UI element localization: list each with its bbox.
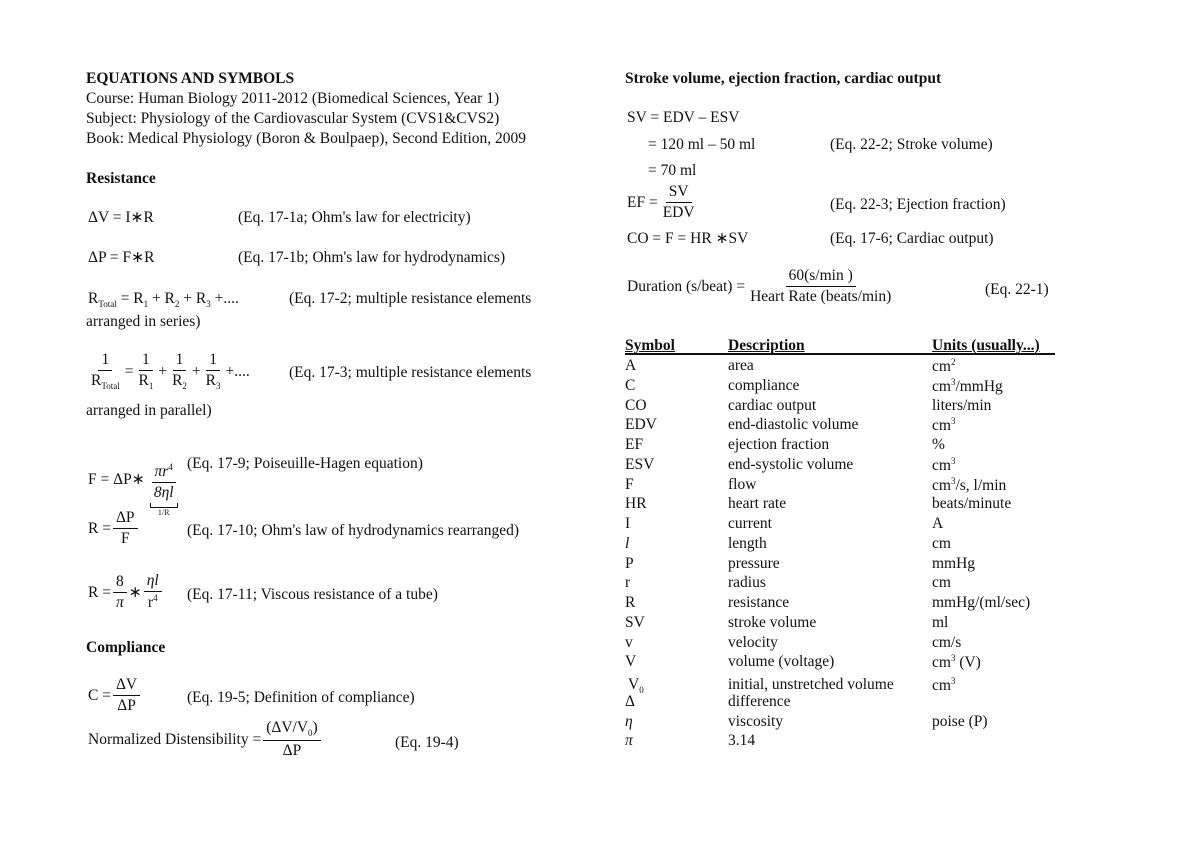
table-cell-units: $cm^3$ <box>932 455 956 474</box>
table-cell-units: mmHg <box>932 554 976 572</box>
subject-line: Subject: Physiology of the Cardiovascular System (CVS1&CVS2) <box>86 110 500 127</box>
table-cell-units: $cm^3/s$, l/min <box>932 475 1007 494</box>
equation-viscous-note: (Eq. 17-11; Viscous resistance of a tube) <box>187 586 438 603</box>
course-line: Course: Human Biology 2011-2012 (Biomedical Sciences, Year 1) <box>86 90 500 107</box>
resistance-heading: Resistance <box>86 170 156 187</box>
equation-sv-definition: SV = EDV – ESV <box>627 109 740 126</box>
equation-rearranged-note: (Eq. 17-10; Ohm's law of hydrodynamics rearranged) <box>187 522 520 539</box>
table-cell-description: ejection fraction <box>728 436 830 453</box>
table-cell-units: $cm^3$ (V) <box>932 653 981 672</box>
table-cell-units: mmHg/(ml/sec) <box>932 594 1031 611</box>
table-cell-units: $cm^3$ <box>932 676 956 694</box>
table-cell-symbol: V <box>625 653 637 671</box>
table-cell-description: stroke volume <box>728 613 817 631</box>
table-cell-symbol: π <box>625 732 633 750</box>
table-cell-description: volume (voltage) <box>728 653 835 671</box>
table-cell-symbol: F <box>625 475 634 493</box>
stroke-heading: Stroke volume, ejection fraction, cardiac output <box>625 70 942 87</box>
table-cell-symbol: r <box>625 574 631 592</box>
table-cell-symbol: P <box>625 554 634 572</box>
table-header-rule <box>625 353 1055 355</box>
equation-cardiac-output: CO = F = HR ∗SV <box>627 230 749 247</box>
table-cell-units: liters/min <box>932 396 992 414</box>
equation-duration-note: (Eq. 22-1) <box>985 281 1049 298</box>
table-cell-units: cm <box>932 534 951 552</box>
book-line: Book: Medical Physiology (Boron & Boulpaep), Second Edition, 2009 <box>86 130 526 147</box>
table-cell-symbol: I <box>625 515 631 532</box>
equation-ejection-fraction: EF = $\frac{SV}{\text{EDV}}$ <box>627 183 695 222</box>
table-cell-description: end-systolic volume <box>728 455 854 473</box>
equation-poiseuille-note: (Eq. 17-9; Poiseuille-Hagen equation) <box>187 455 423 472</box>
equation-distensibility-note: (Eq. 19-4) <box>395 734 459 751</box>
table-cell-description: flow <box>728 475 757 493</box>
equation-distensibility: Normalized Distensibility = $\frac{(\Delta V/V_0)}{\Delta P}$ <box>88 720 323 760</box>
table-header-units: Units (usually...) <box>932 337 1040 354</box>
table-cell-description: viscosity <box>728 712 784 730</box>
table-cell-units: % <box>932 436 945 453</box>
equation-poiseuille: F = ΔP∗ $\pi r^4$ 8ηl 1/R <box>88 443 183 517</box>
table-header-symbol: Symbol <box>625 337 675 354</box>
table-cell-units: cm <box>932 574 951 592</box>
table-header-description: Description <box>728 337 805 354</box>
equation-ohm-electricity: ΔV = I∗R <box>88 209 154 226</box>
equation-series-note-cont: arranged in series) <box>86 313 201 330</box>
compliance-heading: Compliance <box>86 639 166 656</box>
table-cell-units: ml <box>932 613 949 631</box>
table-cell-symbol: l <box>625 534 630 552</box>
equation-sv-result: = 70 ml <box>648 162 697 179</box>
table-cell-units: beats/minute <box>932 495 1012 513</box>
table-cell-description: current <box>728 515 772 532</box>
table-cell-symbol: SV <box>625 613 645 631</box>
table-cell-description: initial, unstretched volume <box>728 676 894 693</box>
equation-series-note: (Eq. 17-2; multiple resistance elements <box>289 290 532 307</box>
equation-ohm-electricity-note: (Eq. 17-1a; Ohm's law for electricity) <box>238 209 471 226</box>
table-cell-symbol: v <box>625 633 633 651</box>
table-cell-units: A <box>932 515 944 532</box>
equation-ohm-hydrodynamics: ΔP = F∗R <box>88 249 155 266</box>
table-cell-symbol: HR <box>625 495 647 513</box>
table-cell-symbol: R <box>625 594 636 611</box>
table-cell-symbol: ESV <box>625 455 655 473</box>
table-cell-symbol: η <box>625 712 633 730</box>
table-cell-symbol: EDV <box>625 416 657 434</box>
table-cell-units: cm/s <box>932 633 962 651</box>
table-cell-description: velocity <box>728 633 778 651</box>
equation-compliance: C = $\frac{\Delta V}{\Delta P}$ <box>88 677 142 715</box>
equation-compliance-note: (Eq. 19-5; Definition of compliance) <box>187 689 415 706</box>
table-cell-description: 3.14 <box>728 732 756 750</box>
equation-sv-note: (Eq. 22-2; Stroke volume) <box>830 136 993 153</box>
equation-ohm-hydrodynamics-note: (Eq. 17-1b; Ohm's law for hydrodynamics) <box>238 249 506 266</box>
table-cell-symbol: A <box>625 357 637 374</box>
page-title: EQUATIONS AND SYMBOLS <box>86 70 295 87</box>
equation-rearranged: R = $\frac{\Delta P}{F}$ <box>88 510 140 548</box>
table-cell-description: resistance <box>728 594 790 611</box>
equation-sv-values: = 120 ml – 50 ml <box>648 136 756 153</box>
table-cell-symbol: C <box>625 376 636 394</box>
table-cell-units: $cm^3$ <box>932 416 956 435</box>
equation-ef-note: (Eq. 22-3; Ejection fraction) <box>830 196 1006 213</box>
equation-co-note: (Eq. 17-6; Cardiac output) <box>830 230 994 247</box>
equation-duration: Duration (s/beat) = $\frac{60(s/\min )}{\text{Heart Rate (beats/min)}}$ <box>627 267 892 306</box>
table-cell-units: $cm^2$ <box>932 357 956 375</box>
table-cell-description: cardiac output <box>728 396 817 414</box>
table-cell-description: pressure <box>728 554 780 572</box>
table-cell-symbol: EF <box>625 436 644 453</box>
table-cell-description: heart rate <box>728 495 787 513</box>
equation-parallel-resistance: $\frac{1}{R_{Total}}$ = $\frac{1}{R_1}$ + $\frac{1}{R_2}$ + $\frac{1}{R_3}$ +.... <box>91 351 250 392</box>
table-cell-units: $cm^3$/mmHg <box>932 376 1003 395</box>
equation-viscous: R = $\frac{8}{\pi}$ ∗ $\frac{\eta l}{r^4}$ <box>88 573 164 612</box>
table-cell-description: radius <box>728 574 766 592</box>
equation-series-resistance: $R_{Total} = R_1 + R_2 + R_3$ +.... <box>88 290 239 309</box>
equation-parallel-note: (Eq. 17-3; multiple resistance elements <box>289 364 532 381</box>
table-cell-description: length <box>728 534 767 552</box>
table-cell-units: poise (P) <box>932 712 988 730</box>
table-cell-symbol: CO <box>625 396 647 414</box>
table-cell-symbol: $V_0$ <box>628 676 644 695</box>
table-cell-description: area <box>728 357 754 374</box>
equation-parallel-note-cont: arranged in parallel) <box>86 402 212 419</box>
table-cell-symbol: Δ <box>625 692 635 710</box>
table-cell-description: difference <box>728 692 791 710</box>
table-cell-description: compliance <box>728 376 800 394</box>
table-cell-description: end-diastolic volume <box>728 416 859 434</box>
